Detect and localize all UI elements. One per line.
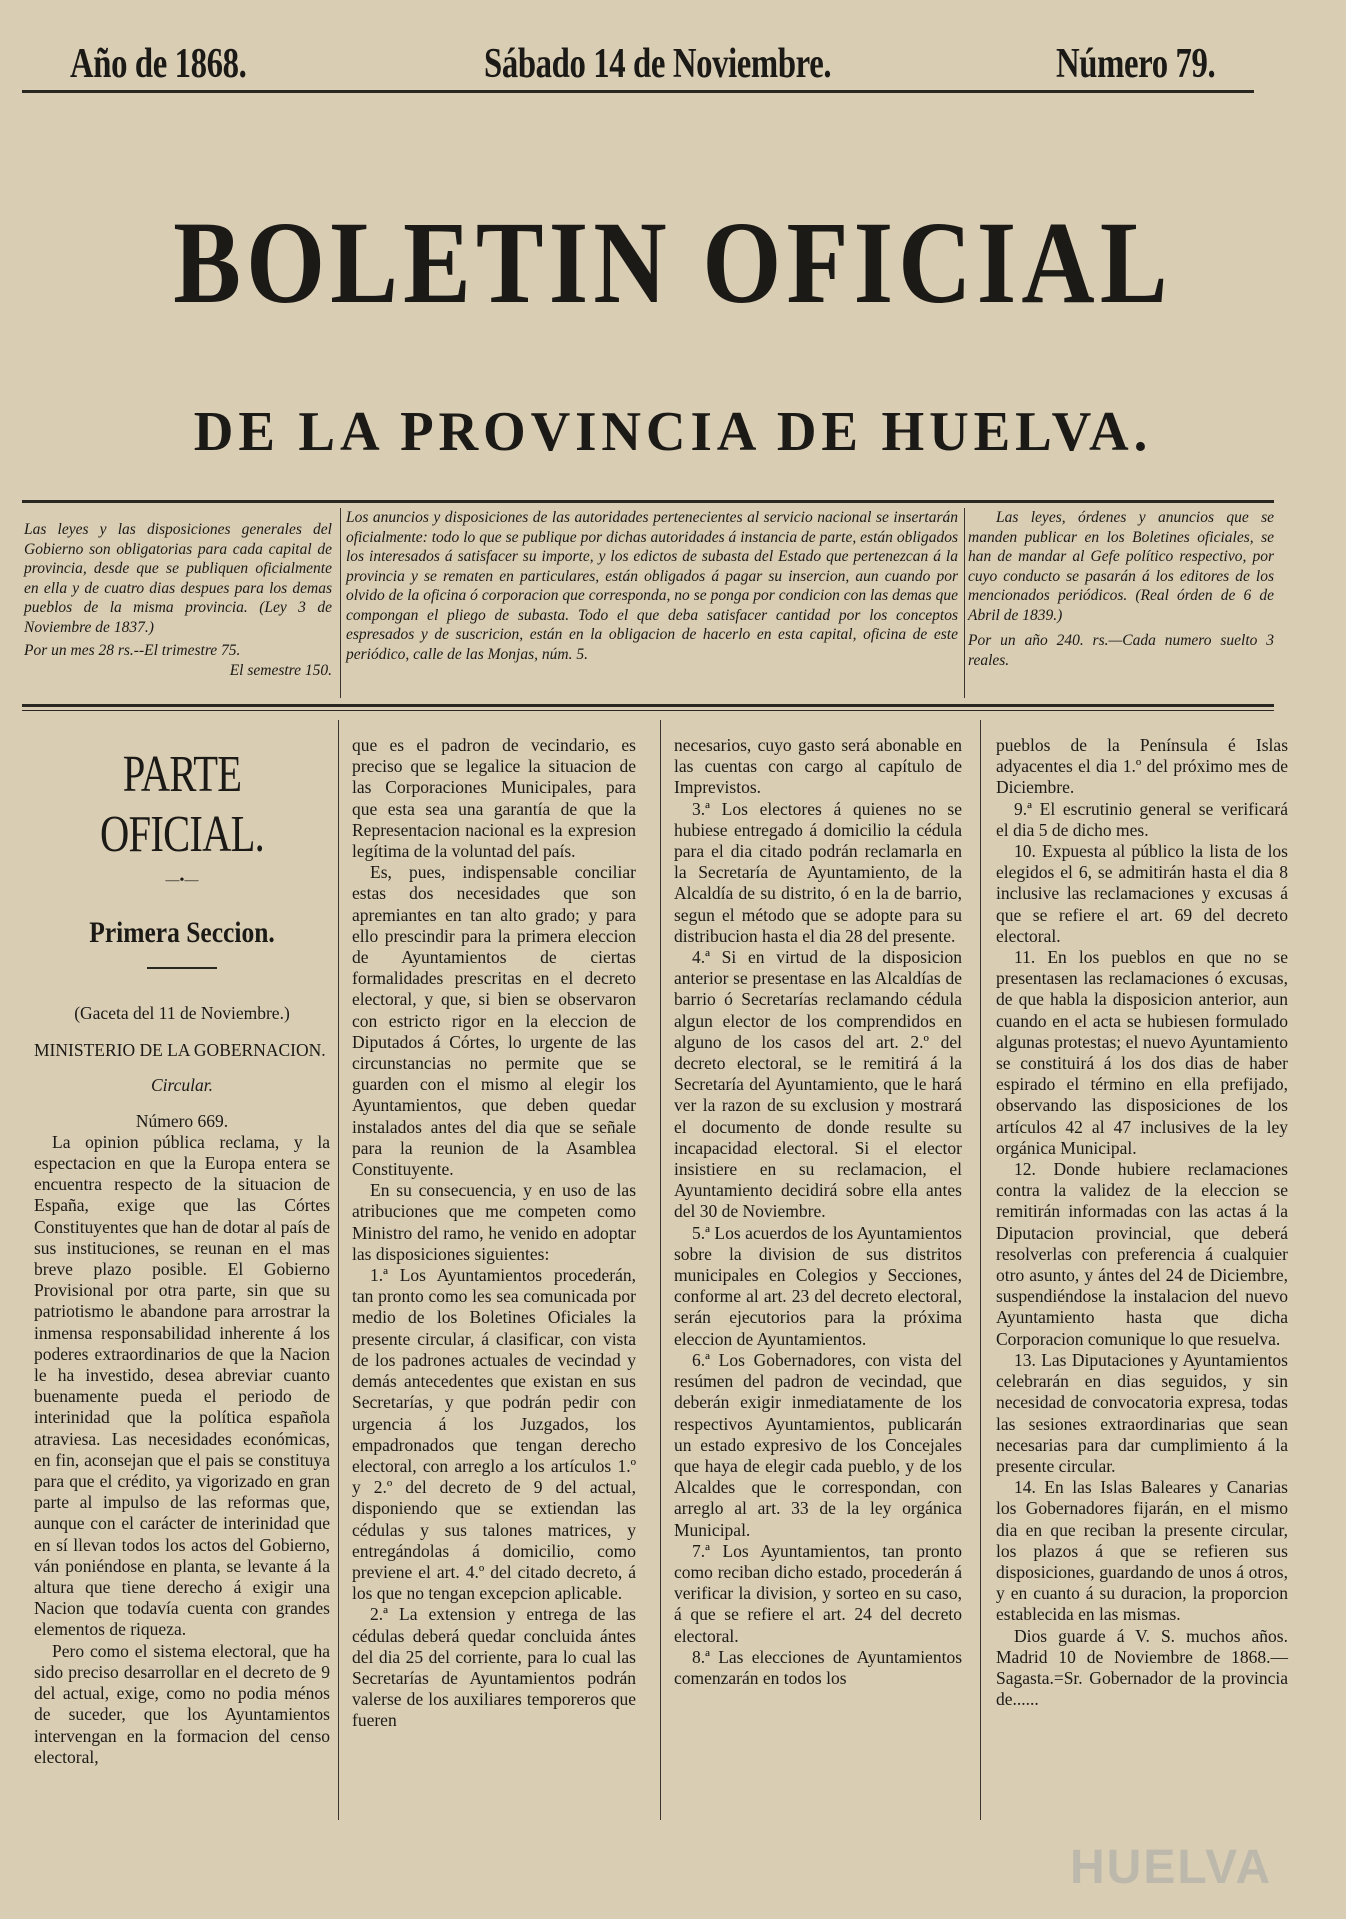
column-3 [674,735,962,1689]
col2-paragraph-3: En su consecuencia, y en uso de las atribuciones que me competen como Ministro del ramo, he venido en adoptar las disposiciones siguientes: [352,1180,636,1264]
notice-right [968,508,1274,670]
numero-line: Número 669. [135,1110,229,1131]
title-line-1: BOLETIN OFICIAL [173,197,1173,328]
circular-heading: Circular. [150,1075,214,1096]
col4-paragraph-4: 11. En los pueblos en que no se presentasen las reclamaciones ó excusas, de que habla la disposicion anterior, aun cuando en el acta se hubiesen formulado algunas protestas; el nuevo Ayuntamiento se constituirá á los dos dias de haber espirado el término en ella prefijado, observando las disposiciones de los artículos 42 al 47 inclusives de la ley orgánica Municipal. [996,947,1288,1158]
col3-paragraph-3: 4.ª Si en virtud de la disposicion anterior se presentase en las Alcaldías de barrio ó Secretarías reclamando cédula algun elector de los comprendidos en alguno de los casos del art. 2.º del decreto electoral, se le remitirá á la Secretaría del Ayuntamiento, que le hará ver la razon de su exclusion y mostrará el documento de donde resulte su incapacidad electoral. Si el elector insistiere en su reclamacion, el Ayuntamiento decidirá sobre ella antes del 30 de Noviembre. [674,947,962,1222]
parte-oficial-heading: PARTE OFICIAL. [100,746,264,863]
col4-paragraph-5: 12. Donde hubiere reclamaciones contra la validez de la eleccion se remitirán informadas con las actas á la Diputacion provincial, que deberá resolverlas con preferencia á cualquier otro asunto, y ántes del 24 de Diciembre, suspendiéndose la instalacion del nuevo Ayuntamiento hasta que dicha Corporacion comunique lo que resuelva. [996,1159,1288,1349]
col2-paragraph-1: que es el padron de vecindario, es preciso que se legalice la situacion de las Corporaciones Municipales, para que esta sea una garantía de que la Representacion nacional es la expresion legítima de la voluntad del país. [352,735,636,862]
column-divider-2 [660,720,661,1820]
col3-paragraph-4: 5.ª Los acuerdos de los Ayuntamientos sobre la division de sus distritos municipales en Colegios y Secciones, conforme al art. 23 del decreto electoral, serán ejecutorios para la próxima eleccion de Ayuntamientos. [674,1222,962,1349]
col4-paragraph-3: 10. Expuesta al público la lista de los elegidos el 6, se admitirán hasta el dia 8 inclusive las reclamaciones y excusas á que se refiere el art. 69 del decreto electoral. [996,841,1288,946]
ministerio-heading: MINISTERIO DE LA GOBERNACION. [34,1040,326,1061]
column-4 [996,735,1288,1710]
ornament-rule [147,967,217,969]
notice-left-price-1: Por un mes 28 rs.--El trimestre 75. [24,642,241,659]
col4-paragraph-8: Dios guarde á V. S. muchos años. Madrid 10 de Noviembre de 1868.—Sagasta.=Sr. Gobernador de la provincia de...... [996,1625,1288,1710]
col4-paragraph-1: pueblos de la Península é Islas adyacentes el dia 1.º del próximo mes de Diciembre. [996,735,1288,798]
gaceta-line: (Gaceta del 11 de Noviembre.) [74,1003,290,1023]
notice-center [346,508,958,664]
col1-paragraph-2: Pero como el sistema electoral, que ha sido preciso desarrollar en el decreto de 9 del actual, exige, como no podia ménos de suceder, que los Ayuntamientos intervengan en la formacion del censo electoral, [34,1640,330,1767]
masthead-number: Número 79. [1056,41,1216,87]
col4-paragraph-7: 14. En las Islas Baleares y Canarias los Gobernadores fijarán, en el mismo dia en que reciban la presente circular, los plazos á que se refieren sus disposiciones, guardando de unos á otros, y en cuanto á su duracion, la proporcion establecida en las mismas. [996,1477,1288,1625]
notice-left-price-2: El semestre 150. [229,661,332,679]
archive-watermark: HUELVA [1070,1841,1273,1894]
col4-paragraph-6: 13. Las Diputaciones y Ayuntamientos celebrarán en dias seguidos, y sin necesidad de convocatoria expresa, todas las sesiones extraordinarias que sean necesarias para dar cumplimiento á la presente circular. [996,1349,1288,1476]
masthead-year: Año de 1868. [70,41,247,87]
notice-top-rule [22,500,1274,503]
masthead-date: Sábado 14 de Noviembre. [484,41,832,87]
column-1 [34,735,330,1768]
notice-bottom-rule [22,704,1274,707]
title-line-2: DE LA PROVINCIA DE HUELVA. [193,401,1153,463]
notice-bottom-rule-thin [22,710,1274,711]
col2-paragraph-4: 1.ª Los Ayuntamientos procederán, tan pronto como les sea comunicada por medio de los Boletines Oficiales la presente circular, á clasificar, con vista de los padrones actuales de vecindad y demás antecedentes que existan en sus Secretarías, y que podrán pedir con urgencia á los Juzgados, los empadronados que tengan derecho electoral, con arreglo a los artículos 1.º y 2.º del decreto de 9 del actual, disponiendo que se extiendan las cédulas y sus talones matrices, y entregándolas á domicilio, como previene el art. 4.º del citado decreto, á los que no tengan excepcion aplicable. [352,1265,636,1604]
column-divider-1 [338,720,339,1820]
col3-paragraph-6: 7.ª Los Ayuntamientos, tan pronto como reciban dicho estado, procederán á verificar la division, y sorteo en su caso, á que se refiere el art. 24 del decreto electoral. [674,1540,962,1646]
notice-divider-1 [340,508,341,698]
col4-paragraph-2: 9.ª El escrutinio general se verificará el dia 5 de dicho mes. [996,798,1288,840]
notice-center-text: Los anuncios y disposiciones de las autoridades pertenecientes al servicio nacional se insertarán oficialmente: todo lo que se publique por dichas autoridades á instancia de parte, están obligados los interesados á satisfacer su importe, y los edictos de subasta del Estado que pertenezcan á la provincia y se rematen en particulares, están obligados á pagar su insercion, aun cuando por olvido de la oficina ó corporacion que corresponda, no se ponga por condicion con las demas que compongan el pliego de subasta. Todo el que deba satisfacer cantidad por los conceptos espresados y de suscricion, están en la obligacion de hacerlo en esta capital, oficina de este periódico, calle de las Monjas, núm. 5. [346,509,958,663]
col3-paragraph-5: 6.ª Los Gobernadores, con vista del resúmen del padron de vecindad, que deberán exigir inmediatamente de los respectivos Ayuntamientos, publicarán un estado expresivo de los Concejales que haya de elegir cada pueblo, y de los Alcaldes que le correspondan, con arreglo al art. 33 de la ley orgánica Municipal. [674,1349,962,1540]
notice-right-text: Las leyes, órdenes y anuncios que se manden publicar en los Boletines oficiales, se han de mandar al Gefe político respectivo, por cuyo conducto se pasarán á los editores de los mencionados periódicos. (Real órden de 6 de Abril de 1839.) [968,509,1274,624]
col3-paragraph-1: necesarios, cuyo gasto será abonable en las cuentas con cargo al capítulo de Imprevistos. [674,735,962,798]
ornament-1: —•— [165,873,199,888]
notice-right-price: Por un año 240. rs.—Cada numero suelto 3 reales. [968,632,1274,669]
col3-paragraph-7: 8.ª Las elecciones de Ayuntamientos comenzarán en todos los [674,1646,962,1688]
col2-paragraph-5: 2.ª La extension y entrega de las cédulas deberá quedar concluida ántes del dia 25 del corriente, para lo cual las Secretarías de Ayuntamientos podrán valerse de los auxiliares temporeros que fueren [352,1604,636,1731]
masthead-rule [22,90,1254,93]
col1-paragraph-1: La opinion pública reclama, y la espectacion en que la Europa entera se encuentra respecto de la situacion de España, exige que las Córtes Constituyentes que han de dotar al país de sus instituciones, se reunan en el mas breve plazo posible. El Gobierno Provisional por otra parte, sin que su patriotismo le abandone para arrostrar la inmensa responsabilidad inherente á los poderes extraordinarios de que la Nacion le ha investido, desea abreviar cuanto buenamente pueda el periodo de interinidad que la política española atraviesa. Las necesidades económicas, en fin, aconsejan que el pais se constituya para que el crédito, ya vigorizado en gran parte al impulso de las reformas que, aunque con el carácter de interinidad que en sí llevan todos los actos del Gobierno, ván poniéndose en planta, se levante á la altura que tiene derecho á exigir una Nacion que todavía cuenta con grandes elementos de riqueza. [34,1131,330,1640]
notice-left-text: Las leyes y las disposiciones generales del Gobierno son obligatorias para cada capital de provincia, desde que se publiquen oficialmente en ella y de cuatro dias despues para los demas pueblos de la misma provincia. (Ley 3 de Noviembre de 1837.) [24,521,332,636]
notice-divider-2 [964,508,965,698]
notice-left [24,520,332,680]
col3-paragraph-2: 3.ª Los electores á quienes no se hubiese entregado á domicilio la cédula para el dia citado podrán reclamarla en la Secretaría de Ayuntamiento, de la Alcaldía de su distrito, ó en la de barrio, segun el método que se adopte para su distribucion hasta el dia 28 del presente. [674,798,962,946]
column-2 [352,735,636,1732]
col2-paragraph-2: Es, pues, indispensable conciliar estas dos necesidades que son apremiantes en tan alto grado; y para ello prescindir para la primera eleccion de Ayuntamientos de ciertas formalidades prescritas en el decreto electoral, y que, si bien se observaron con estricto rigor en la eleccion de Diputados á Córtes, lo urgente de las circunstancias no permite que se guarden con el mismo al elegir los Ayuntamientos, que deben quedar instalados antes del dia que se señale para la reunion de la Asamblea Constituyente. [352,862,636,1180]
column-divider-3 [980,720,981,1820]
seccion-heading: Primera Seccion. [89,916,275,949]
masthead [22,40,1254,88]
